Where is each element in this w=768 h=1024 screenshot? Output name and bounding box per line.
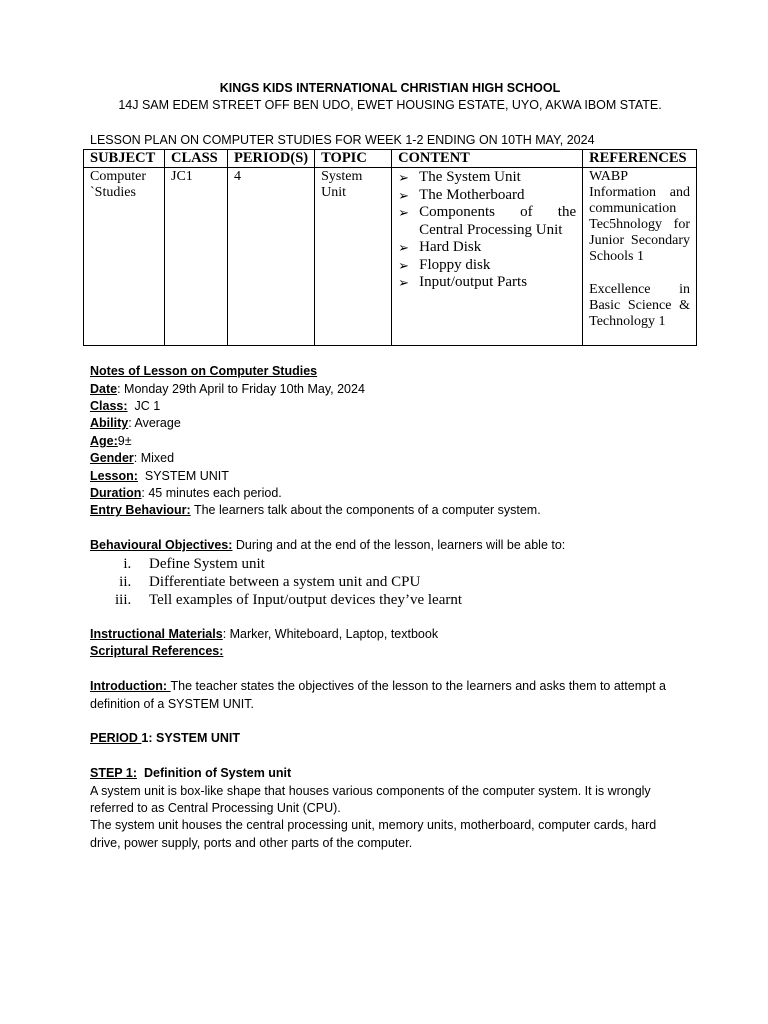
objectives-list bbox=[90, 555, 690, 609]
document-page bbox=[90, 80, 690, 852]
cell-content bbox=[392, 168, 583, 346]
materials-line: Instructional Materials: Marker, Whiteboard, Laptop, textbook bbox=[90, 627, 439, 642]
objectives-line: Behavioural Objectives: During and at the end of the lesson, learners will be able to: bbox=[90, 538, 566, 553]
cell-subject: Computer `Studies bbox=[84, 168, 165, 346]
list-item: ii. Differentiate between a system unit and CPU bbox=[135, 573, 690, 591]
school-name: KINGS KIDS INTERNATIONAL CHRISTIAN HIGH SCHOOL bbox=[219, 81, 561, 95]
contents-paragraph: The system unit houses the central processing unit, memory units, motherboard, computer cards, hard drive, power supply, ports and other parts of the computer. bbox=[90, 818, 657, 850]
ability-line: Ability: Average bbox=[90, 416, 181, 431]
lesson-plan-table bbox=[83, 149, 697, 346]
header-topic: TOPIC bbox=[315, 150, 392, 168]
reference-item: Excellence in Basic Science & Technology 1 bbox=[589, 282, 690, 330]
header-subject: SUBJECT bbox=[84, 150, 165, 168]
arrow-bullet-icon: ➢ bbox=[398, 187, 410, 203]
list-item: ➢ Components of the Central Processing Unit bbox=[398, 204, 577, 238]
arrow-bullet-icon: ➢ bbox=[398, 240, 410, 256]
school-address: 14J SAM EDEM STREET OFF BEN UDO, EWET HOUSING ESTATE, UYO, AKWA IBOM STATE. bbox=[118, 98, 662, 113]
table-row bbox=[84, 168, 697, 346]
list-item: ➢ The Motherboard bbox=[398, 186, 525, 203]
notes-heading: Notes of Lesson on Computer Studies bbox=[90, 364, 318, 379]
date-line: Date: Monday 29th April to Friday 10th May, 2024 bbox=[90, 381, 365, 396]
definition-paragraph: A system unit is box-like shape that houses various components of the computer system. It is wrongly referred to as Central Processing Unit (CPU). bbox=[90, 783, 651, 816]
step-heading: STEP 1: Definition of System unit bbox=[90, 766, 292, 781]
list-item: i. Define System unit bbox=[135, 555, 690, 573]
header-class: CLASS bbox=[165, 150, 228, 168]
cell-class: JC1 bbox=[165, 168, 228, 346]
list-item: ➢ Hard Disk bbox=[398, 239, 482, 256]
period-heading: PERIOD 1: SYSTEM UNIT bbox=[90, 731, 241, 746]
content-list bbox=[398, 169, 576, 292]
introduction: Introduction: The teacher states the objectives of the lesson to the learners and asks them to attempt a definition of a SYSTEM UNIT. bbox=[90, 679, 666, 711]
reference-item: WABP Information and communication Tec5hnology for Junior Secondary Schools 1 bbox=[589, 169, 690, 265]
arrow-bullet-icon: ➢ bbox=[398, 257, 410, 273]
age-line: Age:9± bbox=[90, 433, 132, 448]
entry-behaviour-line: Entry Behaviour: The learners talk about the components of a computer system. bbox=[90, 503, 541, 518]
gender-line: Gender: Mixed bbox=[90, 451, 175, 466]
header-periods: PERIOD(S) bbox=[228, 150, 315, 168]
arrow-bullet-icon: ➢ bbox=[398, 170, 410, 186]
arrow-bullet-icon: ➢ bbox=[398, 275, 410, 291]
table-header-row bbox=[84, 150, 697, 168]
cell-references bbox=[583, 168, 697, 346]
list-item: ➢ Floppy disk bbox=[398, 256, 491, 273]
lesson-plan-title: LESSON PLAN ON COMPUTER STUDIES FOR WEEK 1-2 ENDING ON 10TH MAY, 2024 bbox=[90, 132, 595, 147]
arrow-bullet-icon: ➢ bbox=[398, 205, 410, 221]
lesson-notes bbox=[90, 363, 690, 852]
header-references: REFERENCES bbox=[583, 150, 697, 168]
cell-topic: System Unit bbox=[315, 168, 392, 346]
class-line: Class: JC 1 bbox=[90, 399, 161, 414]
cell-periods: 4 bbox=[228, 168, 315, 346]
scriptural-references: Scriptural References: bbox=[90, 644, 224, 659]
duration-line: Duration: 45 minutes each period. bbox=[90, 486, 282, 501]
list-item: ➢ Input/output Parts bbox=[398, 274, 528, 291]
list-item: ➢ The System Unit bbox=[398, 169, 521, 186]
header-content: CONTENT bbox=[392, 150, 583, 168]
lesson-line: Lesson: SYSTEM UNIT bbox=[90, 468, 229, 483]
list-item: iii. Tell examples of Input/output devices they’ve learnt bbox=[135, 591, 690, 609]
